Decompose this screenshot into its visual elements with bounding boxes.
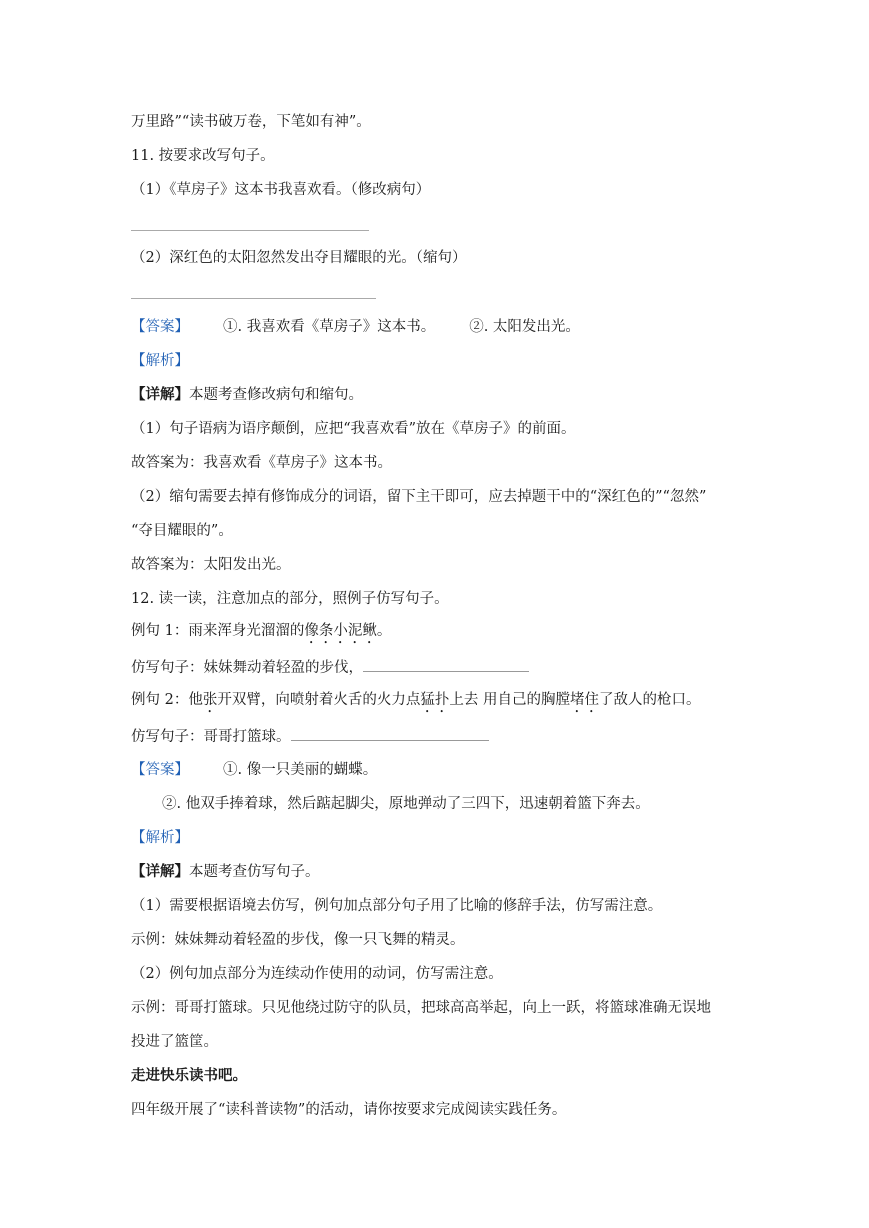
- answer-2: ②. 太阳发出光。: [469, 319, 580, 335]
- detail-line: [131, 385, 363, 405]
- text-line: （1）句子语病为语序颠倒，应把“我喜欢看”放在《草房子》的前面。: [131, 421, 576, 437]
- answer-tag: 【答案】: [131, 762, 189, 778]
- question-11-part-1: （1）《草房子》这本书我喜欢看。（修改病句）: [131, 182, 431, 198]
- text-line: 四年级开展了“读科普读物”的活动，请你按要求完成阅读实践任务。: [131, 1102, 567, 1118]
- answer-1: ①. 我喜欢看《草房子》这本书。: [223, 319, 436, 335]
- dotted-text: 堵住: [569, 692, 599, 708]
- text-line: 示例：哥哥打篮球。只见他绕过防守的队员，把球高高举起，向上一跃，将篮球准确无误地: [131, 1000, 711, 1016]
- answer-blank-line: [291, 726, 489, 741]
- question-11-part-2: （2）深红色的太阳忽然发出夺目耀眼的光。（缩句）: [131, 250, 467, 266]
- dotted-text: 猛扑: [420, 692, 450, 708]
- text-line: （2）例句加点部分为连续动作使用的动词，仿写需注意。: [131, 966, 503, 982]
- example-text: 例句 1：雨来浑身光溜溜的: [131, 623, 305, 639]
- answer-tag: 【答案】: [131, 319, 189, 335]
- text-line: 故答案为：我喜欢看《草房子》这本书。: [131, 455, 392, 471]
- analysis-tag: 【解析】: [131, 353, 189, 369]
- text-line: “夺目耀眼的”。: [131, 523, 233, 539]
- answer-2: ②. 他双手捧着球，然后踮起脚尖，原地弹动了三四下，迅速朝着篮下奔去。: [162, 796, 650, 812]
- example-text: 上去 用自己的胸膛: [449, 692, 570, 708]
- section-heading: 走进快乐读书吧。: [131, 1067, 247, 1084]
- analysis-tag: 【解析】: [131, 830, 189, 846]
- prompt-text: 仿写句子：妹妹舞动着轻盈的步伐，: [131, 660, 363, 676]
- answer-line: [131, 317, 580, 337]
- imitation-line-1: [131, 657, 529, 678]
- text-line: （2）缩句需要去掉有修饰成分的词语，留下主干即可，应去掉题干中的“深红色的”“忽然”: [131, 489, 707, 505]
- question-12-heading: 12. 读一读，注意加点的部分，照例子仿写句子。: [131, 591, 449, 607]
- text-line: 万里路”“读书破万卷，下笔如有神”。: [131, 114, 371, 130]
- text-line: 故答案为：太阳发出光。: [131, 557, 291, 573]
- detail-tag: 【详解】: [131, 863, 189, 880]
- text-line: 示例：妹妹舞动着轻盈的步伐，像一只飞舞的精灵。: [131, 932, 465, 948]
- example-text: 例句 2：他: [131, 692, 203, 708]
- dotted-text: 张: [202, 692, 218, 708]
- example-text: 开双臂，向喷射着火舌的火力点: [217, 692, 421, 708]
- imitation-line-2: [131, 726, 489, 747]
- detail-tag: 【详解】: [131, 386, 189, 403]
- answer-blank-line: [131, 230, 369, 231]
- example-text: 了敌人的枪口。: [598, 692, 701, 708]
- example-sentence-2: [131, 690, 700, 716]
- example-text: 。: [376, 623, 392, 639]
- dotted-text: 像条小泥鳅: [304, 623, 377, 639]
- example-sentence-1: [131, 621, 391, 647]
- detail-text: 本题考查修改病句和缩句。: [189, 387, 363, 403]
- detail-text: 本题考查仿写句子。: [189, 864, 320, 880]
- text-line: 投进了篮筐。: [131, 1034, 218, 1050]
- answer-blank-line: [363, 657, 529, 672]
- answer-1: ①. 像一只美丽的蝴蝶。: [223, 762, 378, 778]
- answer-blank-line: [131, 298, 376, 299]
- prompt-text: 仿写句子：哥哥打篮球。: [131, 729, 291, 745]
- detail-line: [131, 862, 320, 882]
- question-11-heading: 11. 按要求改写句子。: [131, 148, 275, 164]
- answer-line: [131, 760, 377, 780]
- text-line: （1）需要根据语境去仿写，例句加点部分句子用了比喻的修辞手法，仿写需注意。: [131, 898, 663, 914]
